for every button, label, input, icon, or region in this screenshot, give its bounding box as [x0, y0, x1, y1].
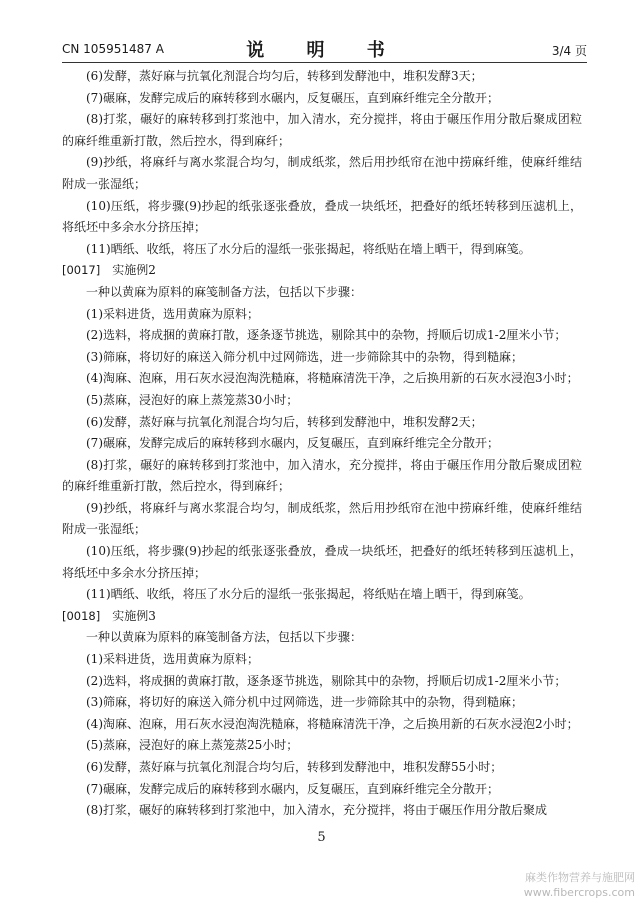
body-paragraph: (7)碾麻，发酵完成后的麻转移到水碾内，反复碾压，直到麻纤维完全分散开； — [86, 90, 500, 105]
body-paragraph: (5)蒸麻，浸泡好的麻上蒸笼蒸30小时； — [86, 392, 299, 407]
watermark-url: www.fibercrops.com — [523, 886, 635, 899]
section-title: 实施例3 — [112, 608, 156, 623]
body-paragraph: 一种以黄麻为原料的麻笺制备方法，包括以下步骤： — [86, 630, 363, 645]
page-header — [62, 36, 587, 63]
body-paragraph: (3)筛麻，将切好的麻送入筛分机中过网筛选，进一步筛除其中的杂物，得到糙麻； — [86, 349, 524, 364]
body-paragraph: (9)抄纸，将麻纤与离水浆混合均匀，制成纸浆，然后用抄纸帘在池中捞麻纤维，使麻纤维结附成一张湿纸； — [62, 155, 582, 191]
watermark — [524, 870, 635, 900]
body-paragraph: (10)压纸，将步骤(9)抄起的纸张逐张叠放，叠成一块纸坯，把叠好的纸坯转移到压滤机上，将纸坯中多余水分挤压掉； — [62, 544, 582, 580]
document-body — [62, 66, 582, 822]
paragraph-number: [0017] — [62, 263, 101, 278]
body-paragraph: (4)淘麻、泡麻，用石灰水浸泡淘洗糙麻，将糙麻清洗干净，之后换用新的石灰水浸泡3小时； — [86, 371, 579, 386]
body-paragraph: (8)打浆，碾好的麻转移到打浆池中，加入清水，充分搅拌，将由于碾压作用分散后聚成团粒的麻纤维重新打散，然后控水，得到麻纤； — [62, 112, 582, 148]
patent-number: CN 105951487 A — [62, 42, 164, 56]
body-paragraph: (11)晒纸、收纸，将压了水分后的湿纸一张张揭起，将纸贴在墙上晒干，得到麻笺。 — [86, 241, 531, 256]
body-paragraph: (1)采料进货，选用黄麻为原料； — [86, 652, 259, 667]
page-number: 5 — [317, 830, 326, 845]
body-paragraph: (4)淘麻、泡麻，用石灰水浸泡淘洗糙麻，将糙麻清洗干净，之后换用新的石灰水浸泡2小时； — [86, 716, 579, 731]
body-paragraph: (6)发酵，蒸好麻与抗氧化剂混合均匀后，转移到发酵池中，堆积发酵3天； — [86, 69, 483, 83]
body-paragraph: (3)筛麻，将切好的麻送入筛分机中过网筛选，进一步筛除其中的杂物，得到糙麻； — [86, 695, 524, 710]
body-paragraph: (8)打浆，碾好的麻转移到打浆池中，加入清水，充分搅拌，将由于碾压作用分散后聚成团粒的麻纤维重新打散，然后控水，得到麻纤； — [62, 457, 582, 494]
body-paragraph: (2)选料，将成捆的黄麻打散，逐条逐节挑选，剔除其中的杂物，捋顺后切成1-2厘米小节； — [86, 328, 567, 343]
document-title: 说 明 书 — [246, 40, 403, 61]
body-paragraph: (5)蒸麻，浸泡好的麻上蒸笼蒸25小时； — [86, 738, 299, 753]
body-paragraph: 一种以黄麻为原料的麻笺制备方法，包括以下步骤： — [86, 284, 363, 299]
section-heading — [62, 260, 582, 282]
body-paragraph: (7)碾麻，发酵完成后的麻转移到水碾内，反复碾压，直到麻纤维完全分散开； — [86, 436, 500, 451]
section-title: 实施例2 — [112, 263, 156, 278]
body-paragraph: (6)发酵，蒸好麻与抗氧化剂混合均匀后，转移到发酵池中，堆积发酵55小时； — [86, 760, 503, 774]
body-paragraph: (2)选料，将成捆的黄麻打散，逐条逐节挑选，剔除其中的杂物，捋顺后切成1-2厘米小节； — [86, 673, 567, 688]
body-paragraph: (9)抄纸，将麻纤与离水浆混合均匀，制成纸浆，然后用抄纸帘在池中捞麻纤维，使麻纤维结附成一张湿纸； — [62, 500, 582, 537]
section-heading — [62, 606, 582, 628]
body-paragraph: (6)发酵，蒸好麻与抗氧化剂混合均匀后，转移到发酵池中，堆积发酵2天； — [86, 414, 483, 429]
body-paragraph: (8)打浆，碾好的麻转移到打浆池中，加入清水，充分搅拌，将由于碾压作用分散后聚成 — [86, 803, 548, 818]
body-paragraph: (10)压纸，将步骤(9)抄起的纸张逐张叠放，叠成一块纸坯，把叠好的纸坯转移到压滤机上，将纸坯中多余水分挤压掉； — [62, 198, 582, 235]
watermark-site-name: 麻类作物营养与施肥网 — [525, 871, 635, 884]
body-paragraph: (7)碾麻，发酵完成后的麻转移到水碾内，反复碾压，直到麻纤维完全分散开； — [86, 781, 500, 796]
body-paragraph: (11)晒纸、收纸，将压了水分后的湿纸一张张揭起，将纸贴在墙上晒干，得到麻笺。 — [86, 587, 531, 602]
paragraph-number: [0018] — [62, 608, 101, 623]
body-paragraph: (1)采料进货，选用黄麻为原料； — [86, 306, 259, 321]
page-indicator: 3/4 页 — [551, 44, 587, 58]
